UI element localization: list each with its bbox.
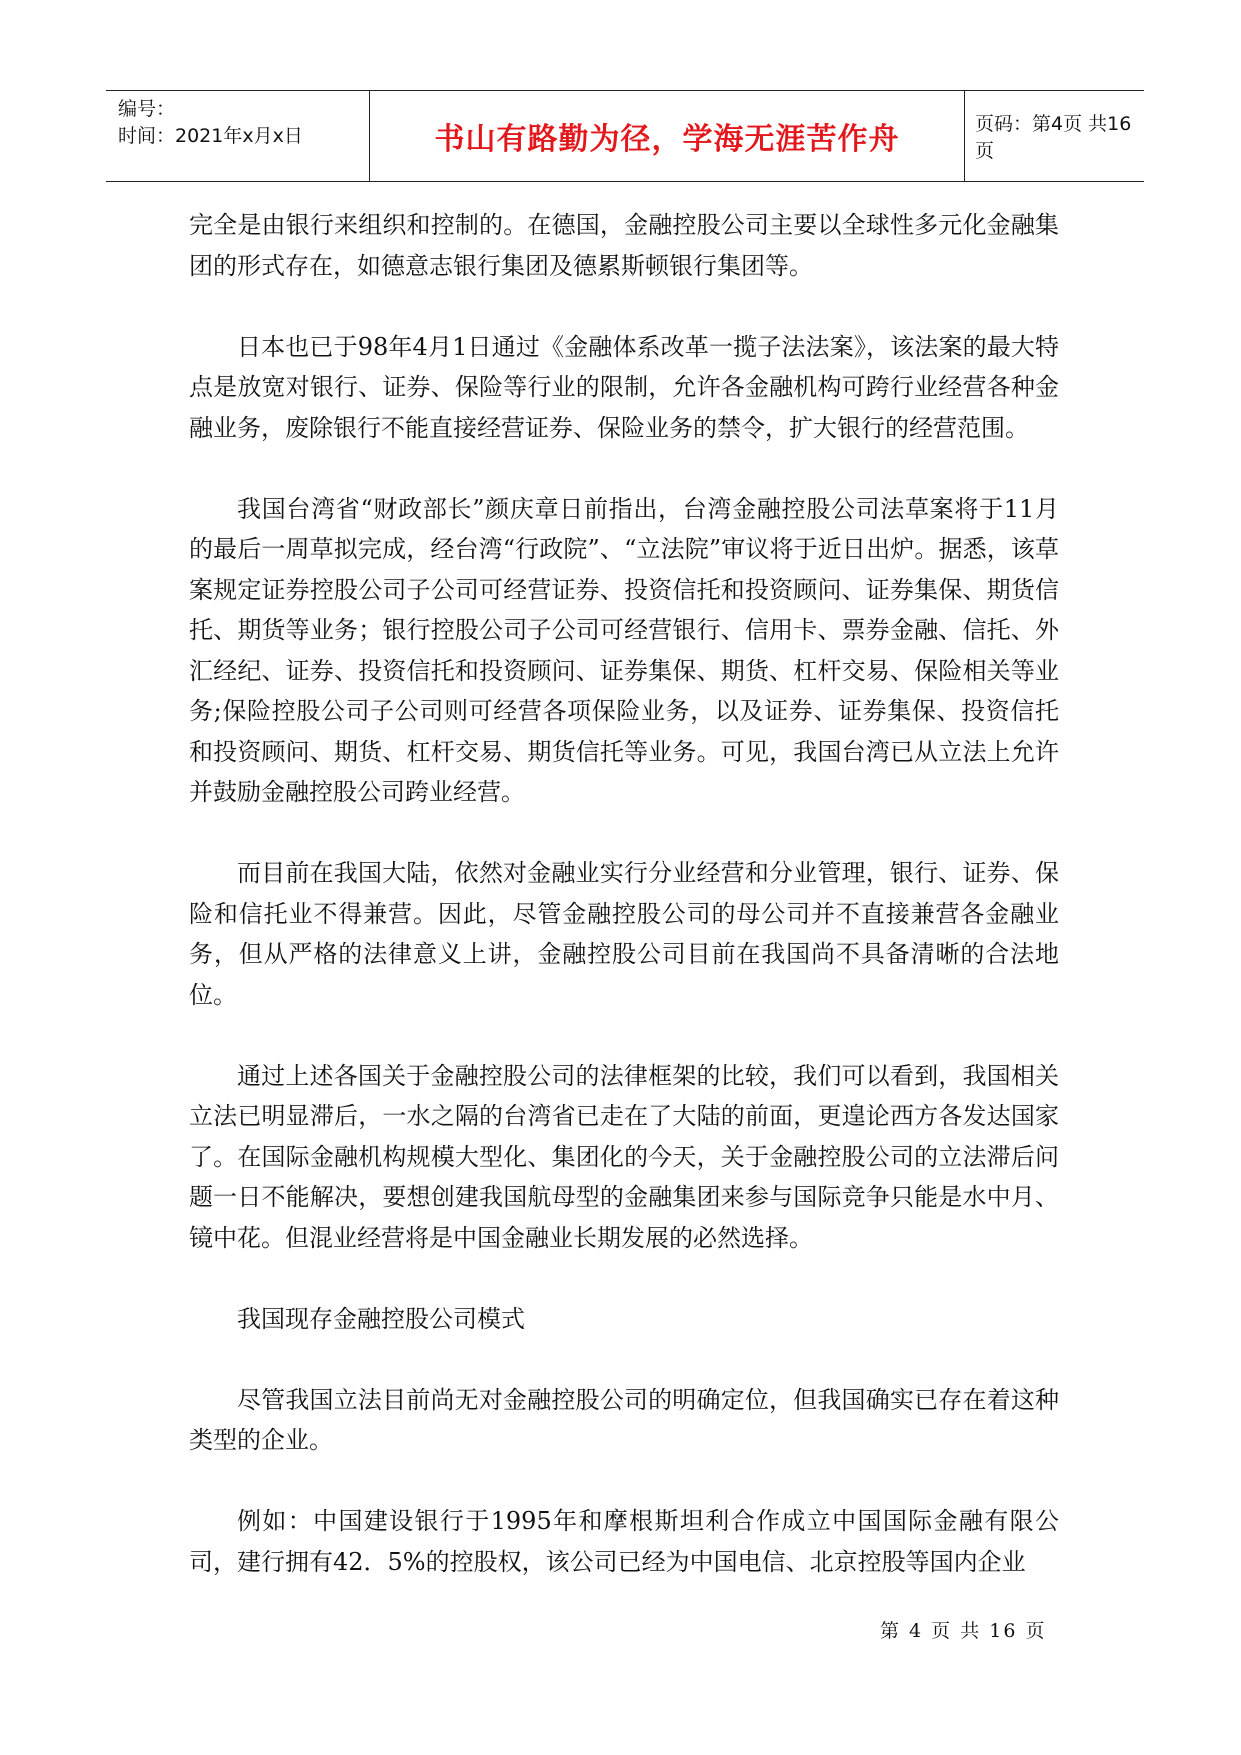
paragraph-6: 尽管我国立法目前尚无对金融控股公司的明确定位，但我国确实已存在着这种类型的企业。 [189, 1385, 1059, 1454]
header-motto-cell [369, 91, 965, 181]
page-number-label: 页码：第4页 共16页 [975, 113, 1132, 162]
motto-text: 书山有路勤为径，学海无涯苦作舟 [434, 122, 900, 157]
paragraph-5: 通过上述各国关于金融控股公司的法律框架的比较，我们可以看到，我国相关立法已明显滞后，一水之隔的台湾省已走在了大陆的前面，更遑论西方各发达国家了。在国际金融机构规模大型化、集团化的今天，关于金融控股公司的立法滞后问题一日不能解决，要想创建我国航母型的金融集团来参与国际竞争只能是水中月、镜中花。但混业经营将是中国金融业长期发展的必然选择。 [189, 1061, 1059, 1252]
time-label: 时间：2021年x月x日 [118, 125, 303, 147]
paragraph-4: 而目前在我国大陆，依然对金融业实行分业经营和分业管理，银行、证券、保险和信托业不得兼营。因此，尽管金融控股公司的母公司并不直接兼营各金融业务，但从严格的法律意义上讲，金融控股公司目前在我国尚不具备清晰的合法地位。 [189, 859, 1059, 1009]
page-header [106, 90, 1144, 182]
header-right-cell [965, 91, 1144, 181]
paragraph-2: 日本也已于98年4月1日通过《金融体系改革一揽子法法案》，该法案的最大特点是放宽对银行、证券、保险等行业的限制，允许各金融机构可跨行业经营各种金融业务，废除银行不能直接经营证券、保险业务的禁令，扩大银行的经营范围。 [189, 332, 1059, 442]
section-heading: 我国现存金融控股公司模式 [237, 1304, 525, 1333]
page-footer: 第 4 页 共 16 页 [880, 1620, 1047, 1642]
paragraph-1: 完全是由银行来组织和控制的。在德国，金融控股公司主要以全球性多元化金融集团的形式存在，如德意志银行集团及德累斯顿银行集团等。 [189, 211, 1059, 280]
paragraph-7: 例如：中国建设银行于1995年和摩根斯坦利合作成立中国国际金融有限公司，建行拥有42．5%的控股权，该公司已经为中国电信、北京控股等国内企业 [189, 1507, 1059, 1576]
header-left-cell [106, 91, 369, 181]
paragraph-3: 我国台湾省“财政部长”颜庆章日前指出，台湾金融控股公司法草案将于11月的最后一周草拟完成，经台湾“行政院”、“立法院”审议将于近日出炉。据悉，该草案规定证券控股公司子公司可经营证券、投资信托和投资顾问、证券集保、期货信托、期货等业务；银行控股公司子公司可经营银行、信用卡、票券金融、信托、外汇经纪、证券、投资信托和投资顾问、证券集保、期货、杠杆交易、保险相关等业务;保险控股公司子公司则可经营各项保险业务，以及证券、证券集保、投资信托和投资顾问、期货、杠杆交易、期货信托等业务。可见，我国台湾已从立法上允许并鼓励金融控股公司跨业经营。 [189, 494, 1059, 806]
serial-number-label: 编号： [118, 98, 176, 120]
document-body [189, 205, 1059, 1582]
